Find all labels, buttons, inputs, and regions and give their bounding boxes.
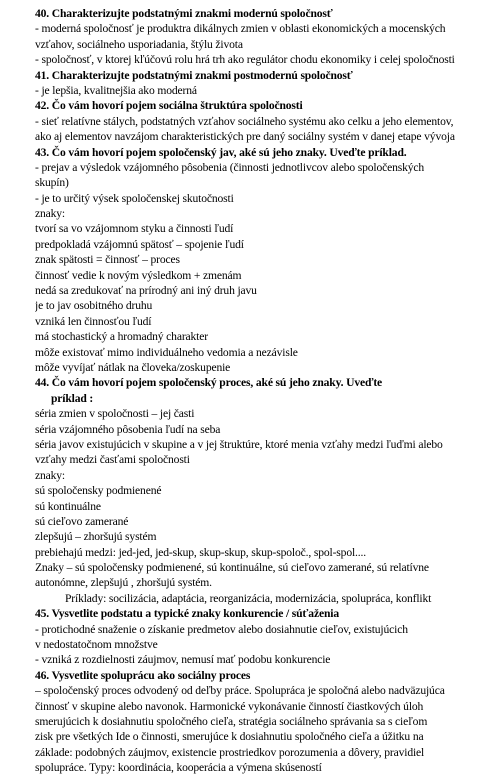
text-line: predpokladá vzájomnú spätosť – spojenie ľudí xyxy=(35,237,244,251)
text-line: Príklady: socilizácia, adaptácia, reorganizácia, modernizácia, spolupráca, konflikt xyxy=(65,591,432,605)
text-line: prebiehajú medzi: jed-jed, jed-skup, skup-skup, skup-spoloč., spol-spol.... xyxy=(35,545,367,559)
text-line: - prejav a výsledok vzájomného pôsobenia (činnosti jednotlivcov alebo spoločenských xyxy=(35,160,425,174)
text-line: zisk pre všetkých Ide o činnosti, smerujúce k dosiahnutiu spoločného cieľa a úžitku na xyxy=(35,730,424,744)
text-line: vzťahy medzi časťami spoločnosti xyxy=(35,453,190,467)
text-line: môže existovať mimo individuálneho vedomia a nezávisle xyxy=(35,345,298,359)
section-heading: 40. Charakterizujte podstatnými znakmi modernú spoločnosť xyxy=(35,7,333,20)
text-line: - je lepšia, kvalitnejšia ako moderná xyxy=(35,83,197,97)
text-line: znaky: xyxy=(35,207,66,221)
text-line: sú kontinuálne xyxy=(35,499,101,513)
text-line: vzniká len činnosťou ľudí xyxy=(35,314,152,328)
text-line: - je to určitý výsek spoločenskej skutočnosti xyxy=(35,191,234,205)
document-page xyxy=(35,6,485,776)
text-line: smerujúcich k dosiahnutiu spoločného cieľa, stratégia sociálneho správania sa s cieľom xyxy=(35,714,428,728)
text-line: v nedostatočnom množstve xyxy=(35,638,158,652)
text-line: spolupráce. Typy: koordinácia, kooperácia a výmena skúseností xyxy=(35,761,322,775)
text-line: séria javov existujúcich v skupine a v jej štruktúre, ktoré menia vzťahy medzi ľuďmi alebo xyxy=(35,437,443,451)
text-line: - protichodné snaženie o získanie predmetov alebo dosiahnutie cieľov, existujúcich xyxy=(35,622,408,636)
text-line: činnosť vedie k novým výsledkom + zmenám xyxy=(35,268,242,282)
section-heading: 44. Čo vám hovorí pojem spoločenský proces, aké sú jeho znaky. Uveďte xyxy=(35,376,383,390)
section-heading: 41. Charakterizujte podstatnými znakmi postmodernú spoločnosť xyxy=(35,68,353,82)
text-line: sú cieľovo zamerané xyxy=(35,514,129,528)
text-line: séria vzájomného pôsobenia ľudí na seba xyxy=(35,422,221,436)
text-line: séria zmien v spoločnosti – jej časti xyxy=(35,407,195,421)
text-line: sú spoločensky podmienené xyxy=(35,484,162,498)
text-line: zlepšujú – zhoršujú systém xyxy=(35,530,157,544)
text-line: základe: podobných záujmov, existencie prostriedkov porozumenia a dôvery, pravidiel xyxy=(35,745,425,759)
text-line: tvorí sa vo vzájomnom styku a činnosti ľudí xyxy=(35,222,234,236)
text-line: vzťahov, sociálneho usporiadania, štýlu života xyxy=(35,37,243,51)
text-line: Znaky – sú spoločensky podmienené, sú kontinuálne, sú cieľovo zamerané, sú relatívne xyxy=(35,561,429,575)
text-line: má stochastický a hromadný charakter xyxy=(35,330,208,344)
section-heading: príklad : xyxy=(51,391,94,405)
text-line: znaky: xyxy=(35,468,66,482)
text-line: znak spätosti = činnosť – proces xyxy=(35,253,180,267)
section-heading: 43. Čo vám hovorí pojem spoločenský jav, aké sú jeho znaky. Uveďte príklad. xyxy=(35,145,407,159)
text-line: autonómne, zlepšujú , zhoršujú systém. xyxy=(35,576,212,590)
text-line: nedá sa zredukovať na prírodný ani iný druh javu xyxy=(35,284,257,298)
text-line: činnosť v skupine alebo navonok. Harmonické vykonávanie činností čiastkových úloh xyxy=(35,699,424,713)
section-heading: 42. Čo vám hovorí pojem sociálna štruktúra spoločnosti xyxy=(35,99,303,113)
text-line: skupín) xyxy=(35,176,69,190)
text-line: - vzniká z rozdielnosti záujmov, nemusí mať podobu konkurencie xyxy=(35,653,331,667)
text-line: - spoločnosť, v ktorej kľúčovú rolu hrá trh ako regulátor chodu ekonomiky i celej spoločnosti xyxy=(35,53,455,67)
text-line: - moderná spoločnosť je produktra dikálnych zmien v oblasti ekonomických a mocenských xyxy=(35,22,446,36)
section-heading: 45. Vysvetlite podstatu a typické znaky konkurencie / súťaženia xyxy=(35,607,339,621)
text-line: ako aj elementov navzájom charakteristických pre daný sociálny systém v danej etape vývoja xyxy=(35,130,455,144)
text-line: – spoločenský proces odvodený od deľby práce. Spolupráca je spoločná alebo nadväzujúca xyxy=(35,684,445,698)
text-line: je to jav osobitného druhu xyxy=(35,299,153,313)
text-line: môže vyvíjať nátlak na človeka/zoskupenie xyxy=(35,360,231,374)
text-line: - sieť relatívne stálych, podstatných vzťahov sociálneho systému ako celku a jeho elementov, xyxy=(35,114,454,128)
section-heading: 46. Vysvetlite spoluprácu ako sociálny proces xyxy=(35,668,251,682)
